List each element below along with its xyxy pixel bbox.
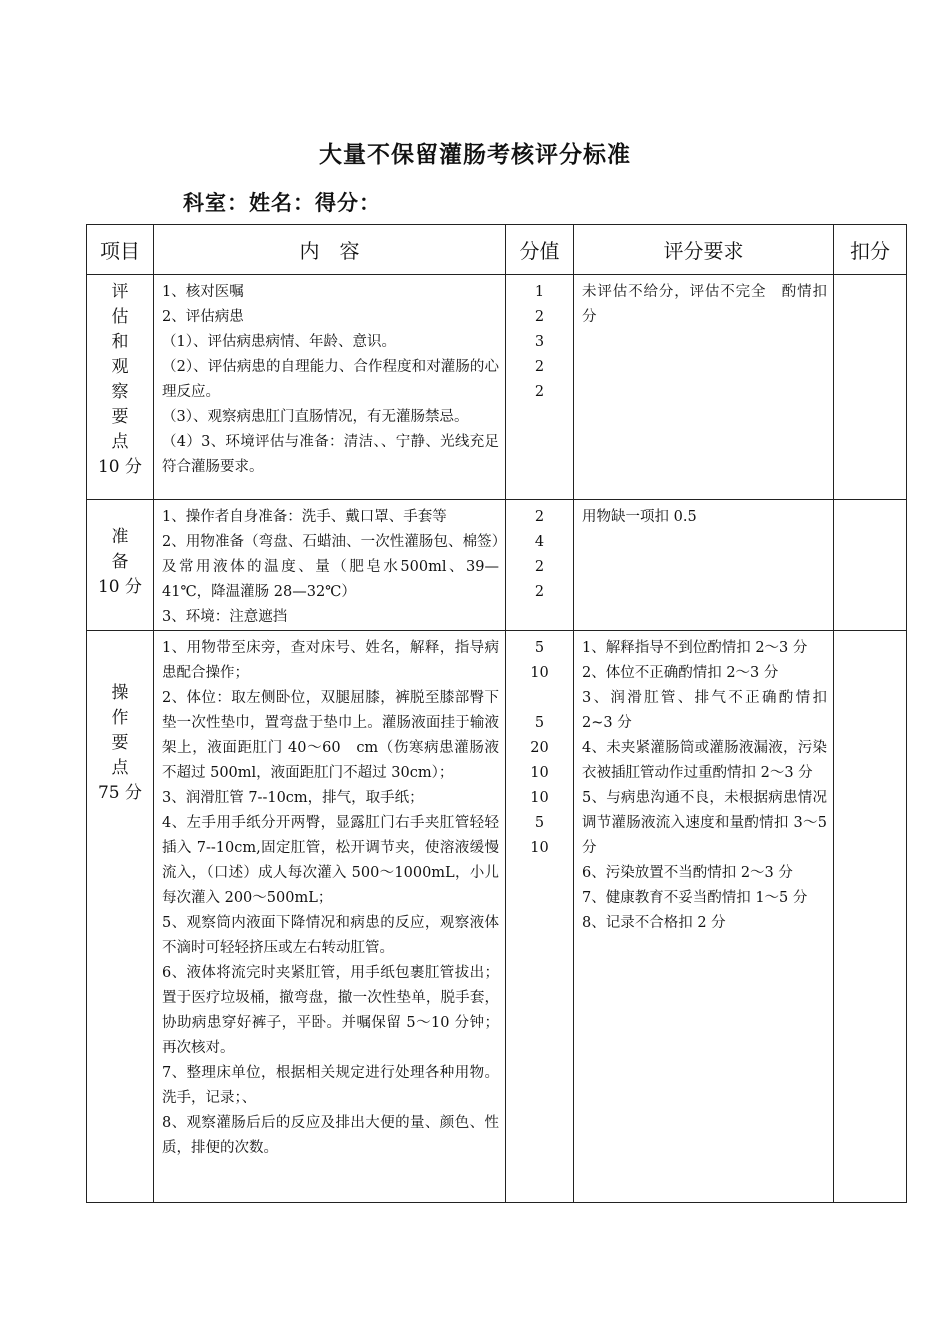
- content-line: 4、左手用手纸分开两臀，显露肛门右手夹肛管轻轻插入 7--10cm,固定肛管，松开调节夹，使溶液缓慢流入，（口述）成人每次灌入 500～1000mL，小儿每次灌入 200～500mL；: [162, 815, 499, 906]
- deduct-cell[interactable]: [834, 631, 907, 1203]
- form-info-line: 科室：姓名：得分：: [183, 191, 381, 215]
- content-line: 7、整理床单位，根据相关规定进行处理各种用物。洗手，记录；、: [162, 1065, 499, 1106]
- score-value: 10: [530, 665, 549, 681]
- table-row: [87, 275, 907, 500]
- score-value: 4: [534, 534, 545, 550]
- content-line: 1、操作者自身准备：洗手、戴口罩、手套等: [162, 509, 447, 525]
- requirement-line: 7、健康教育不妥当酌情扣 1～5 分: [582, 890, 808, 906]
- table-row: [87, 631, 907, 1203]
- header-score: 分值: [506, 225, 574, 275]
- item-char: 要: [111, 733, 129, 753]
- item-cell: [87, 275, 154, 500]
- deduct-cell[interactable]: [834, 275, 907, 500]
- score-value: 2: [534, 309, 545, 325]
- content-line: （2）、评估病患的自理能力、合作程度和对灌肠的心理反应。: [162, 359, 499, 400]
- table-row: [87, 500, 907, 631]
- scoring-table: [86, 224, 907, 1203]
- requirement-cell: [574, 275, 834, 500]
- content-line: 2、评估病患: [162, 309, 244, 325]
- content-cell: [154, 631, 506, 1203]
- content-line: 3、润滑肛管 7--10cm，排气，取手纸；: [162, 790, 424, 806]
- item-char: 观: [111, 357, 129, 377]
- requirement-line: 4、未夹紧灌肠筒或灌肠液漏液，污染衣被插肛管动作过重酌情扣 2～3 分: [582, 740, 827, 781]
- requirement-line: 未评估不给分，评估不完全 酌情扣分: [582, 284, 827, 325]
- score-value: 10: [530, 765, 549, 781]
- score-value: [506, 686, 573, 711]
- item-char: 作: [111, 708, 129, 728]
- item-char: 操: [111, 683, 129, 703]
- item-char: 察: [111, 382, 129, 402]
- item-char: 备: [111, 552, 129, 572]
- item-char: 要: [111, 407, 129, 427]
- score-value: 5: [534, 640, 545, 656]
- table-header-row: [87, 225, 907, 275]
- item-char: 评: [111, 282, 129, 302]
- score-cell: [506, 500, 574, 631]
- requirement-cell: [574, 631, 834, 1203]
- content-line: 5、观察筒内液面下降情况和病患的反应，观察液体不滴时可轻轻挤压或左右转动肛管。: [162, 915, 499, 956]
- requirement-line: 3、润滑肛管、排气不正确酌情扣 2~3 分: [582, 690, 827, 731]
- item-char: 10 分: [97, 577, 143, 597]
- requirement-line: 用物缺一项扣 0.5: [582, 509, 697, 525]
- score-value: 2: [534, 509, 545, 525]
- header-deduct: 扣分: [834, 225, 907, 275]
- item-cell: [87, 631, 154, 1203]
- header-item: 项目: [87, 225, 154, 275]
- content-cell: [154, 500, 506, 631]
- score-value: 5: [534, 815, 545, 831]
- score-value: 2: [534, 384, 545, 400]
- item-char: 75 分: [97, 783, 143, 803]
- score-value: 20: [530, 740, 549, 756]
- score-value: 10: [530, 840, 549, 856]
- requirement-line: 5、与病患沟通不良，未根据病患情况调节灌肠液流入速度和量酌情扣 3～5 分: [582, 790, 827, 856]
- item-char: 点: [111, 432, 129, 452]
- content-line: （4）3、环境评估与准备：清洁、、宁静、光线充足符合灌肠要求。: [162, 434, 499, 475]
- content-line: 2、用物准备（弯盘、石蜡油、一次性灌肠包、棉签）及常用液体的温度、量（肥皂水500ml、39—41℃，降温灌肠 28—32℃）: [162, 534, 499, 600]
- requirement-line: 8、记录不合格扣 2 分: [582, 915, 726, 931]
- score-cell: [506, 631, 574, 1203]
- content-line: 1、用物带至床旁，查对床号、姓名，解释，指导病患配合操作；: [162, 640, 499, 681]
- content-line: （1）、评估病患病情、年龄、意识。: [162, 334, 396, 350]
- content-line: 1、核对医嘱: [162, 284, 244, 300]
- requirement-line: 1、解释指导不到位酌情扣 2～3 分: [582, 640, 808, 656]
- content-cell: [154, 275, 506, 500]
- score-value: 2: [534, 584, 545, 600]
- content-line: 8、观察灌肠后后的反应及排出大便的量、颜色、性质，排便的次数。: [162, 1115, 499, 1156]
- content-line: 3、环境：注意遮挡: [162, 609, 288, 625]
- content-line: （3）、观察病患肛门直肠情况，有无灌肠禁忌。: [162, 409, 469, 425]
- requirement-line: 6、污染放置不当酌情扣 2～3 分: [582, 865, 793, 881]
- item-char: 准: [111, 527, 129, 547]
- item-char: 10 分: [97, 457, 143, 477]
- score-value: 2: [534, 359, 545, 375]
- item-char: 点: [111, 758, 129, 778]
- header-content: 内 容: [154, 225, 506, 275]
- item-cell: [87, 500, 154, 631]
- page-title: 大量不保留灌肠考核评分标准: [319, 142, 631, 168]
- score-value: 3: [534, 334, 545, 350]
- content-line: 2、体位：取左侧卧位，双腿屈膝，裤脱至膝部臀下垫一次性垫巾，置弯盘于垫巾上。灌肠液面挂于输液架上，液面距肛门 40～60 cm（伤寒病患灌肠液不超过 500ml，液面距肛门不超过 30cm）；: [162, 690, 499, 781]
- score-value: 1: [534, 284, 545, 300]
- deduct-cell[interactable]: [834, 500, 907, 631]
- score-value: 5: [534, 715, 545, 731]
- score-cell: [506, 275, 574, 500]
- item-char: 和: [111, 332, 129, 352]
- score-value: 2: [534, 559, 545, 575]
- header-requirement: 评分要求: [574, 225, 834, 275]
- requirement-cell: [574, 500, 834, 631]
- item-char: 估: [111, 307, 129, 327]
- requirement-line: 2、体位不正确酌情扣 2～3 分: [582, 665, 779, 681]
- score-value: 10: [530, 790, 549, 806]
- content-line: 6、液体将流完时夹紧肛管，用手纸包裹肛管拔出；置于医疗垃圾桶，撤弯盘，撤一次性垫单，脱手套，协助病患穿好裤子，平卧。并嘱保留 5～10 分钟；再次核对。: [162, 965, 499, 1056]
